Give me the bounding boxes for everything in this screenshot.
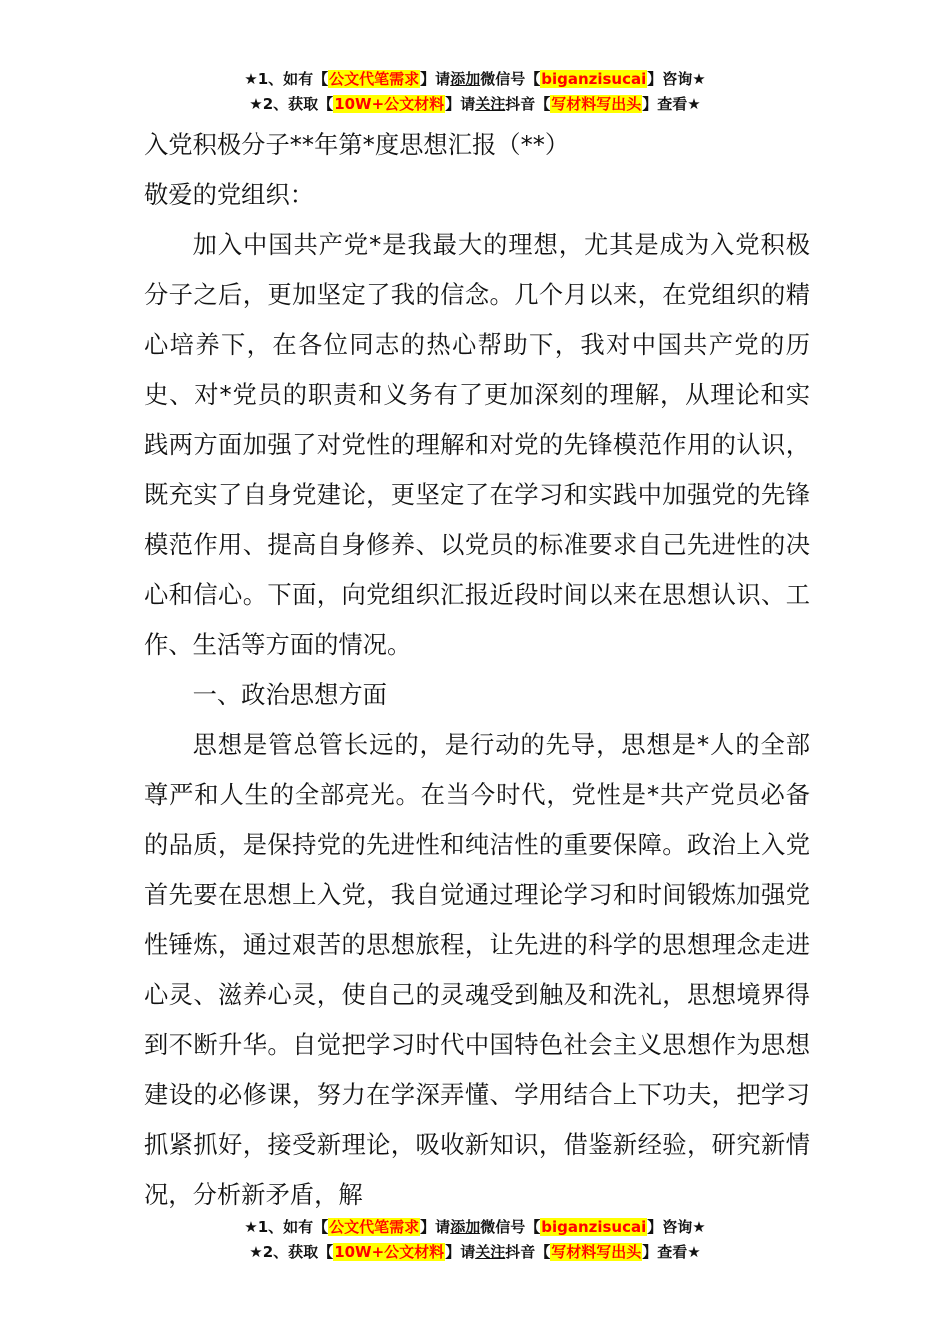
document-body	[144, 120, 810, 1220]
banner-highlight: biganzisucai	[541, 70, 647, 88]
salutation: 敬爱的党组织：	[144, 180, 315, 209]
banner-highlight: 公文代笔需求	[329, 70, 420, 88]
banner-underlined: 关注	[475, 95, 506, 113]
banner-highlight: 公文代笔需求	[329, 1218, 420, 1236]
banner-highlight: 10W+公文材料	[334, 1243, 445, 1261]
banner-text: ★1、如有【	[244, 70, 329, 88]
banner-line-1	[0, 67, 950, 92]
banner-text: ★1、如有【	[244, 1218, 329, 1236]
banner-text: ★2、获取【	[249, 95, 334, 113]
banner-text: 微信号【	[480, 1218, 541, 1236]
banner-text: 微信号【	[480, 70, 541, 88]
document-title: 入党积极分子**年第*度思想汇报（**）	[144, 130, 570, 159]
banner-highlight: 10W+公文材料	[334, 95, 445, 113]
paragraph-political: 思想是管总管长远的，是行动的先导，思想是*人的全部尊严和人生的全部亮光。在当今时代，党性是*共产党员必备的品质，是保持党的先进性和纯洁性的重要保障。政治上入党首先要在思想上入党，我自觉通过理论学习和时间锻炼加强党性锤炼，通过艰苦的思想旅程，让先进的科学的思想理念走进心灵、滋养心灵，使自己的灵魂受到触及和洗礼，思想境界得到不断升华。自觉把学习时代中国特色社会主义思想作为思想建设的必修课，努力在学深弄懂、学用结合上下功夫，把学习抓紧抓好，接受新理论，吸收新知识，借鉴新经验，研究新情况，分析新矛盾，解	[144, 730, 810, 1209]
banner-text: ★2、获取【	[249, 1243, 334, 1261]
banner-text: 抖音【	[505, 95, 551, 113]
banner-text: 】请	[420, 1218, 451, 1236]
banner-text: 抖音【	[505, 1243, 551, 1261]
banner-text: 】查看★	[642, 95, 701, 113]
paragraph-intro: 加入中国共产党*是我最大的理想，尤其是成为入党积极分子之后，更加坚定了我的信念。几个月以来，在党组织的精心培养下，在各位同志的热心帮助下，我对中国共产党的历史、对*党员的职责和义务有了更加深刻的理解，从理论和实践两方面加强了对党性的理解和对党的先锋模范作用的认识，既充实了自身党建论，更坚定了在学习和实践中加强党的先锋模范作用、提高自身修养、以党员的标准要求自己先进性的决心和信心。下面，向党组织汇报近段时间以来在思想认识、工作、生活等方面的情况。	[144, 230, 810, 659]
banner-underlined: 添加	[450, 1218, 481, 1236]
banner-text: 】请	[420, 70, 451, 88]
banner-text: 】查看★	[642, 1243, 701, 1261]
banner-underlined: 添加	[450, 70, 481, 88]
banner-text: 】咨询★	[647, 70, 706, 88]
banner-text: 】咨询★	[647, 1218, 706, 1236]
banner-highlight: biganzisucai	[541, 1218, 647, 1236]
banner-highlight: 写材料写出头	[551, 95, 642, 113]
banner-line-2	[0, 1240, 950, 1265]
banner-text: 】请	[445, 95, 476, 113]
banner-line-1	[0, 1215, 950, 1240]
banner-line-2	[0, 92, 950, 117]
section-heading-political: 一、政治思想方面	[192, 680, 387, 709]
banner-highlight: 写材料写出头	[551, 1243, 642, 1261]
footer-banner	[0, 1215, 950, 1265]
banner-text: 】请	[445, 1243, 476, 1261]
banner-underlined: 关注	[475, 1243, 506, 1261]
header-banner	[0, 67, 950, 117]
